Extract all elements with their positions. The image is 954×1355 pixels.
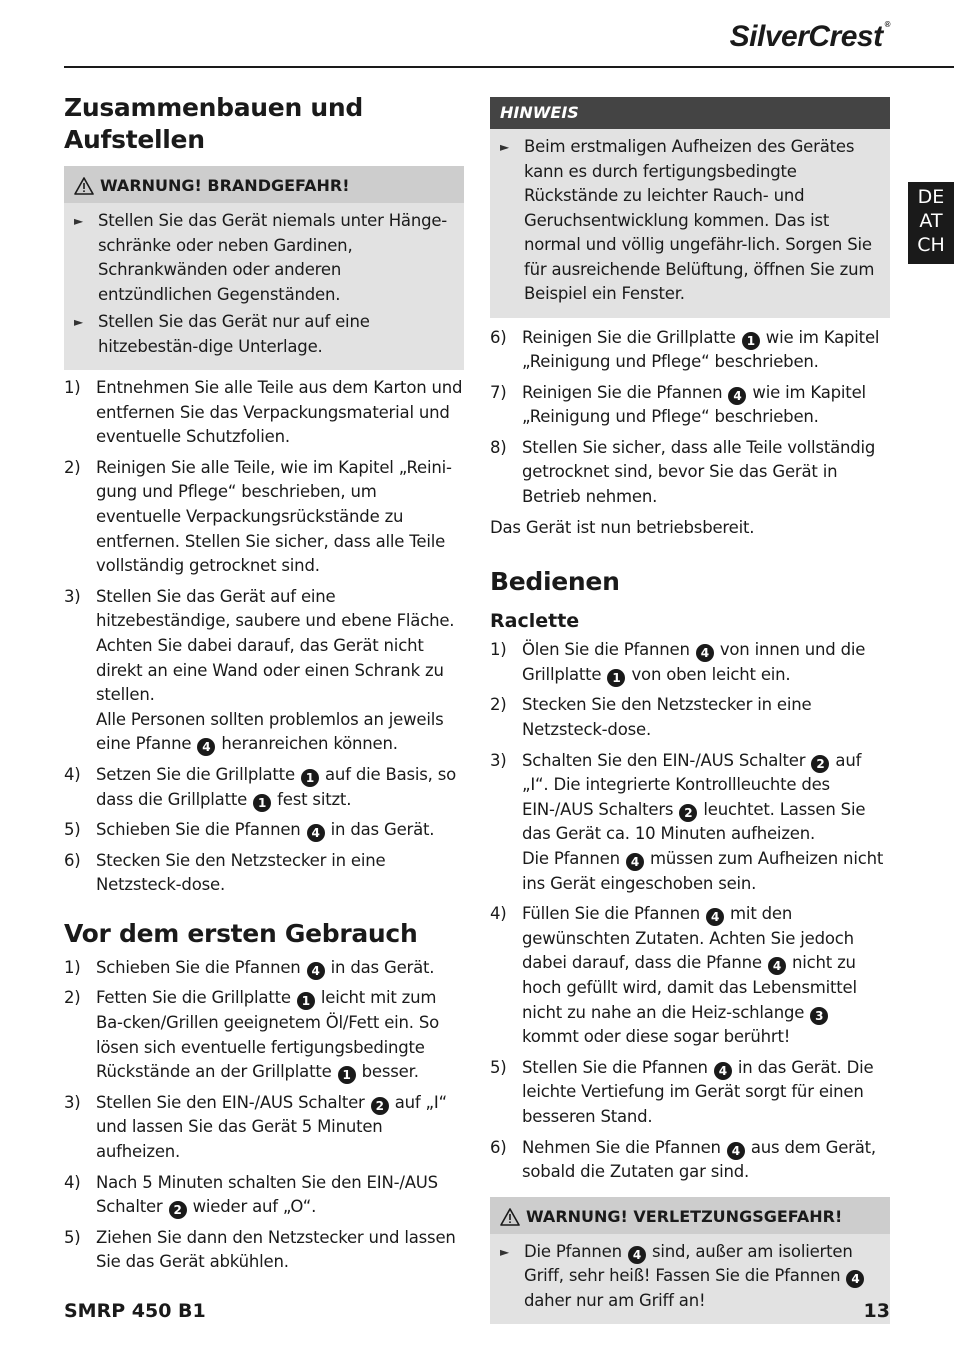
first-use-steps-continued	[490, 326, 890, 510]
step-number: 2)	[490, 695, 507, 715]
step-text: Ölen Sie die Pfannen 4 von innen und die Grillplatte 1 von oben leicht ein.	[522, 640, 866, 685]
step-item	[490, 1056, 890, 1130]
step-text: Schalten Sie den EIN-/AUS Schalter 2 auf „I“. Die integrierte Kontrollleuchte des EIN-/AUS Schalters 2 leuchtet. Lassen Sie das Gerät ca. 10 Minuten aufheizen. Die Pfannen 4 müssen zum Aufheizen nicht ins Gerät eingeschoben sein.	[522, 750, 884, 893]
step-number: 1)	[64, 378, 81, 397]
bullet-item	[500, 1240, 878, 1314]
part-number-badge: 4	[197, 738, 215, 756]
part-number-badge: 1	[607, 669, 625, 687]
part-number-badge: 4	[626, 853, 644, 871]
step-number: 2)	[64, 988, 81, 1008]
bullet-arrow-icon: ►	[74, 214, 84, 228]
hint-header: HINWEIS	[490, 97, 890, 129]
step-item	[490, 381, 890, 430]
step-number: 3)	[490, 750, 507, 770]
step-text: Setzen Sie die Grillplatte 1 auf die Basis, so dass die Grillplatte 1 fest sitzt.	[96, 764, 457, 810]
left-column	[64, 92, 464, 1281]
warning-body	[64, 203, 464, 370]
part-number-badge: 4	[696, 644, 714, 662]
step-item	[490, 693, 890, 742]
hint-body	[490, 129, 890, 318]
step-number: 1)	[64, 957, 81, 977]
step-text: Reinigen Sie alle Teile, wie im Kapitel „Reini-gung und Pflege“ beschrieben, um eventuelle Verpackungsrückstände zu entfernen. Stellen Sie sicher, dass alle Teile vollständig getrocknet sind.	[96, 457, 452, 576]
part-number-badge: 4	[307, 962, 325, 980]
step-number: 6)	[490, 327, 507, 347]
section-title-first-use: Vor dem ersten Gebrauch	[64, 918, 418, 948]
part-number-badge: 4	[728, 387, 746, 405]
part-number-badge: 4	[846, 1270, 864, 1288]
step-text: Stellen Sie sicher, dass alle Teile vollständig getrocknet sind, bevor Sie das Gerät in Betrieb nehmen.	[522, 437, 876, 507]
step-number: 5)	[64, 820, 81, 840]
bullet-item	[74, 310, 452, 359]
step-text: Schieben Sie die Pfannen 4 in das Gerät.	[96, 957, 435, 978]
step-number: 6)	[490, 1137, 507, 1157]
ready-text: Das Gerät ist nun betriebsbereit.	[490, 517, 755, 537]
bullet-text: Beim erstmaligen Aufheizen des Gerätes kann es durch fertigungsbedingte Rückstände zu leichter Rauch- und Geruchsentwicklung kommen. Das ist normal und völlig ungefähr-lich. Sorgen Sie für ausreichende Belüftung, öffnen Sie zum Beispiel ein Fenster.	[524, 137, 875, 303]
part-number-badge: 4	[768, 957, 786, 975]
step-text: Stecken Sie den Netzstecker in eine Netzsteck-dose.	[96, 850, 386, 895]
step-text: Stellen Sie die Pfannen 4 in das Gerät. Die leichte Vertiefung im Gerät sorgt für einen besseren Stand.	[522, 1057, 874, 1126]
part-number-badge: 2	[169, 1201, 187, 1219]
assembly-steps	[64, 376, 464, 898]
step-item	[490, 436, 890, 510]
step-item	[490, 1136, 890, 1185]
part-number-badge: 2	[371, 1097, 389, 1115]
section-title-operation: Bedienen	[490, 567, 620, 597]
section-title-assembly: Zusammenbauen und Aufstellen	[64, 93, 363, 154]
step-item	[64, 456, 464, 579]
part-number-badge: 4	[727, 1142, 745, 1160]
step-text: Reinigen Sie die Grillplatte 1 wie im Kapitel „Reinigung und Pflege“ beschrieben.	[522, 327, 880, 372]
bullet-arrow-icon: ►	[500, 1244, 510, 1259]
warning-header	[64, 166, 464, 203]
step-text: Schieben Sie die Pfannen 4 in das Gerät.	[96, 820, 435, 841]
part-number-badge: 4	[706, 908, 724, 926]
step-item	[490, 902, 890, 1050]
part-number-badge: 2	[679, 804, 697, 822]
page-number: 13	[863, 1300, 890, 1322]
warning-triangle-icon	[74, 177, 94, 195]
part-number-badge: 1	[338, 1066, 356, 1084]
bullet-arrow-icon: ►	[500, 140, 510, 154]
step-number: 4)	[64, 1172, 81, 1192]
raclette-steps	[490, 638, 890, 1184]
step-number: 5)	[490, 1057, 507, 1077]
step-item	[64, 763, 464, 812]
right-column	[490, 97, 890, 1330]
warning-box-fire	[64, 166, 464, 370]
step-number: 6)	[64, 850, 81, 870]
step-item	[490, 749, 890, 897]
brand-logo: SilverCrest ®	[729, 20, 890, 53]
lang-at: AT	[919, 210, 943, 232]
step-item	[64, 1091, 464, 1165]
step-text: Nehmen Sie die Pfannen 4 aus dem Gerät, sobald die Zutaten gar sind.	[522, 1137, 876, 1182]
step-item	[64, 1171, 464, 1220]
warning-body	[490, 1234, 890, 1325]
step-item	[490, 326, 890, 375]
step-number: 5)	[64, 1227, 81, 1247]
bullet-arrow-icon: ►	[74, 315, 84, 329]
part-number-badge: 3	[810, 1007, 828, 1025]
step-item	[64, 1226, 464, 1275]
step-item	[490, 638, 890, 687]
step-number: 1)	[490, 640, 507, 660]
step-number: 4)	[490, 904, 507, 924]
warning-header	[490, 1197, 890, 1234]
step-text: Nach 5 Minuten schalten Sie den EIN-/AUS Schalter 2 wieder auf „O“.	[96, 1172, 438, 1218]
step-number: 7)	[490, 382, 507, 402]
step-text: Entnehmen Sie alle Teile aus dem Karton und entfernen Sie das Verpackungsmaterial und eventuelle Schutzfolien.	[96, 378, 463, 447]
step-text: Stellen Sie den EIN-/AUS Schalter 2 auf „I“ und lassen Sie das Gerät 5 Minuten aufheizen.	[96, 1092, 447, 1162]
lang-ch: CH	[917, 234, 945, 256]
step-text: Reinigen Sie die Pfannen 4 wie im Kapitel „Reinigung und Pflege“ beschrieben.	[522, 382, 866, 427]
step-number: 3)	[64, 586, 81, 606]
warning-box-injury	[490, 1197, 890, 1325]
step-text: Stecken Sie den Netzstecker in eine Netzsteck-dose.	[522, 695, 812, 740]
subsection-title-raclette: Raclette	[490, 610, 580, 633]
part-number-badge: 4	[628, 1246, 646, 1264]
bullet-text: Stellen Sie das Gerät nur auf eine hitzebestän-dige Unterlage.	[98, 312, 370, 356]
step-item	[64, 849, 464, 898]
step-item	[64, 376, 464, 450]
hint-box	[490, 97, 890, 318]
part-number-badge: 1	[297, 992, 315, 1010]
part-number-badge: 2	[811, 755, 829, 773]
step-text: Füllen Sie die Pfannen 4 mit den gewünschten Zutaten. Achten Sie jedoch dabei darauf, dass die Pfanne 4 nicht zu hoch gefüllt wird, damit das Lebensmittel nicht zu nahe an die Heiz-schlange 3 kommt oder diese sogar berührt!	[522, 904, 857, 1047]
step-item	[64, 956, 464, 981]
bullet-text: Die Pfannen 4 sind, außer am isolierten Griff, sehr heiß! Fassen Sie die Pfannen 4 daher nur am Griff an!	[524, 1240, 878, 1314]
lang-de: DE	[917, 186, 945, 208]
part-number-badge: 4	[307, 824, 325, 842]
step-item	[64, 585, 464, 757]
part-number-badge: 4	[714, 1062, 732, 1080]
step-number: 4)	[64, 764, 81, 784]
part-number-badge: 1	[301, 769, 319, 787]
step-text: Fetten Sie die Grillplatte 1 leicht mit zum Ba-cken/Grillen geeignetem Öl/Fett ein. So lösen sich eventuelle fertigungsbedingte Rückstände an der Grillplatte 1 besser.	[96, 988, 440, 1083]
footer-model: SMRP 450 B1	[64, 1300, 206, 1322]
step-item	[64, 986, 464, 1084]
step-text: Ziehen Sie dann den Netzstecker und lassen Sie das Gerät abkühlen.	[96, 1227, 456, 1272]
part-number-badge: 1	[742, 332, 760, 350]
warning-triangle-icon	[500, 1208, 520, 1226]
first-use-steps	[64, 956, 464, 1275]
step-text: Stellen Sie das Gerät auf eine hitzebeständige, saubere und ebene Fläche. Achten Sie dabei darauf, das Gerät nicht direkt an eine Wand oder einen Schrank zu stellen. Alle Personen sollten problemlos an jeweils eine Pfanne 4 heranreichen können.	[96, 586, 455, 755]
language-tab	[908, 182, 954, 264]
step-item	[64, 818, 464, 843]
step-number: 8)	[490, 437, 507, 457]
header-rule	[64, 66, 954, 68]
step-number: 3)	[64, 1092, 81, 1112]
bullet-text: Stellen Sie das Gerät niemals unter Hänge-schränke oder neben Gardinen, Schrankwänden oder anderen entzündlichen Gegenständen.	[98, 211, 448, 304]
bullet-item	[74, 209, 452, 307]
step-number: 2)	[64, 457, 81, 477]
warning-title: WARNUNG! BRANDGEFAHR!	[100, 176, 350, 195]
part-number-badge: 1	[253, 794, 271, 812]
bullet-item	[500, 135, 878, 307]
warning-title: WARNUNG! VERLETZUNGSGEFAHR!	[526, 1206, 843, 1226]
